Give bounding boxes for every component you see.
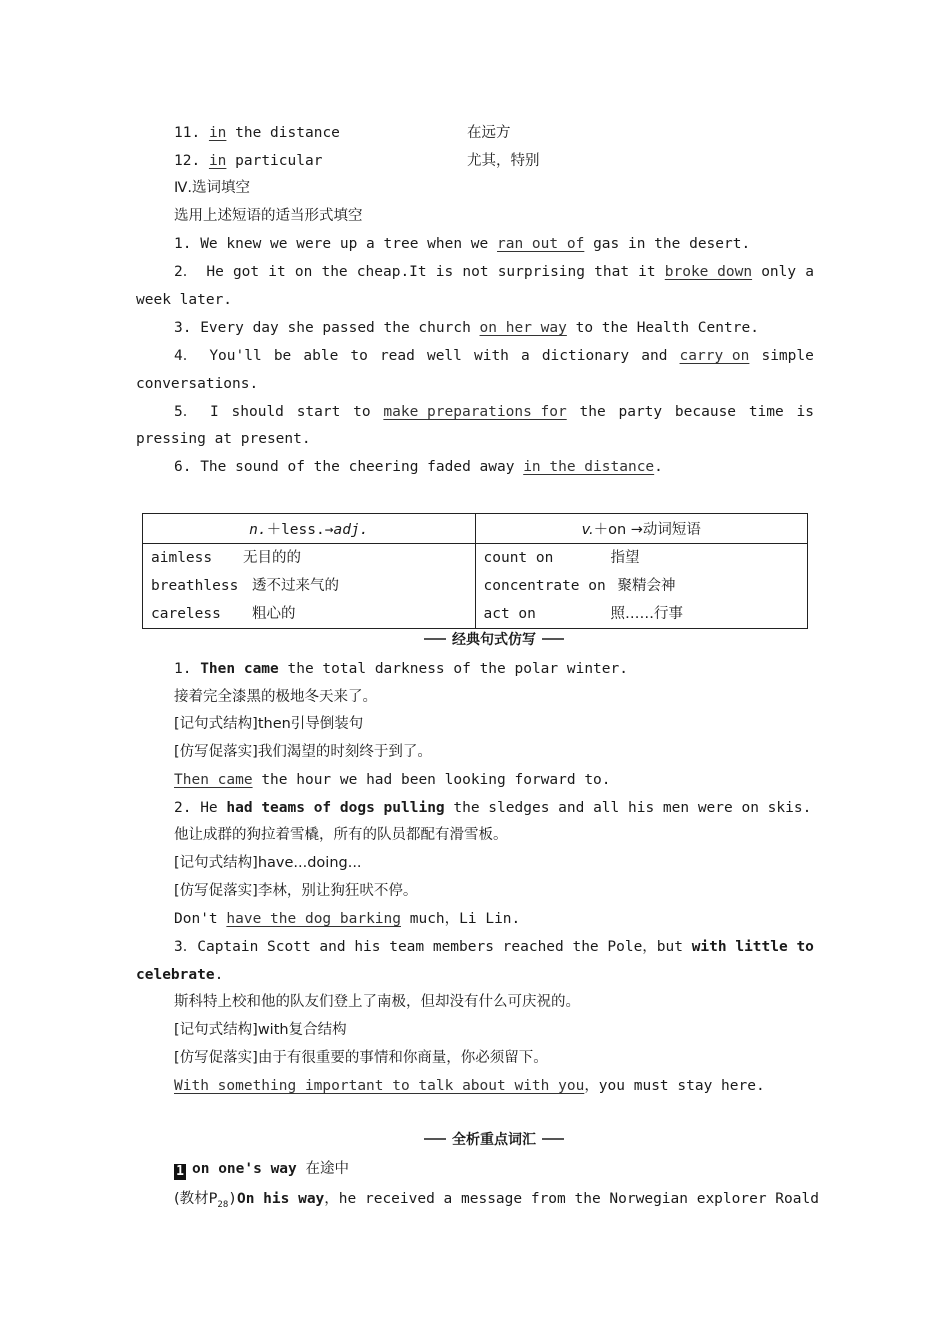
practice-answer: Don't have the dog barking much，Li Lin. bbox=[174, 911, 521, 927]
sentence-example: 1. Then came the total darkness of the polar winter. bbox=[174, 661, 628, 677]
sentence-structure: [记句式结构]then引导倒装句 bbox=[174, 716, 364, 732]
vocab-example: (教材$P_{28})On$ his way，he received a message from the Norwegian explorer Roald bbox=[174, 1191, 819, 1210]
fill-answer: ran out of bbox=[497, 236, 585, 252]
fill-answer: carry on bbox=[679, 348, 750, 364]
table-row: breathless 透不过来气的 bbox=[151, 578, 339, 594]
table-row: act on 照……行事 bbox=[483, 606, 683, 622]
word-formation-table bbox=[142, 513, 808, 629]
fill-question-4: 4． You'll be able to read well with a dictionary and carry on simple bbox=[174, 348, 814, 364]
fill-answer: in the distance bbox=[523, 459, 655, 475]
table-cell-left bbox=[143, 544, 476, 629]
sentence-example-cont: celebrate. bbox=[136, 967, 224, 983]
practice-prompt: [仿写促落实]由于有很重要的事情和你商量，你必须留下。 bbox=[174, 1050, 548, 1066]
phrase-meaning: 尤其，特别 bbox=[467, 153, 540, 169]
fill-question-1: 1. We knew we were up a tree when we ran out of gas in the desert. bbox=[174, 236, 751, 252]
section-title: Ⅳ.选词填空 bbox=[174, 180, 250, 196]
fill-answer: on her way bbox=[479, 320, 567, 336]
table-header-left: n.＋less.→adj. bbox=[143, 514, 476, 544]
practice-prompt: [仿写促落实]我们渴望的时刻终于到了。 bbox=[174, 744, 432, 760]
fill-answer: make preparations for bbox=[383, 404, 567, 420]
section-instruction: 选用上述短语的适当形式填空 bbox=[174, 208, 363, 224]
phrase-item: 12. in particular bbox=[174, 153, 323, 169]
section-banner: 全析重点词汇 bbox=[424, 1129, 564, 1149]
fill-question-4-cont: conversations. bbox=[136, 376, 259, 392]
vocab-item: 1 on one's way 在途中 bbox=[174, 1159, 349, 1180]
phrase-answer: in bbox=[208, 153, 227, 169]
phrase-answer: in bbox=[208, 125, 227, 141]
practice-answer: With something important to talk about with you，you must stay here. bbox=[174, 1078, 765, 1094]
phrase-item: 11. in the distance bbox=[174, 125, 340, 141]
sentence-example: 2. He had teams of dogs pulling the sledges and all his men were on skis. bbox=[174, 800, 812, 816]
table-row: careless 粗心的 bbox=[151, 606, 296, 622]
fill-question-5: 5． I should start to make preparations for the party because time is bbox=[174, 404, 814, 420]
fill-answer: broke down bbox=[664, 264, 753, 280]
table-row: aimless 无目的的 bbox=[151, 550, 301, 566]
sentence-translation: 他让成群的狗拉着雪橇，所有的队员都配有滑雪板。 bbox=[174, 827, 508, 843]
sentence-structure: [记句式结构]have...doing... bbox=[174, 855, 362, 871]
table-header-right: v.＋on →动词短语 bbox=[475, 514, 808, 544]
practice-prompt: [仿写促落实]李林，别让狗狂吠不停。 bbox=[174, 883, 418, 899]
fill-question-2: 2． He got it on the cheap.It is not surprising that it broke down only a bbox=[174, 264, 814, 280]
phrase-meaning: 在远方 bbox=[467, 125, 511, 141]
vocab-number-badge: 1 bbox=[174, 1164, 186, 1180]
table-row: count on 指望 bbox=[483, 550, 640, 566]
fill-question-6: 6. The sound of the cheering faded away in the distance. bbox=[174, 459, 663, 475]
sentence-structure: [记句式结构]with复合结构 bbox=[174, 1022, 347, 1038]
sentence-example: 3．Captain Scott and his team members reached the Pole，but with little to bbox=[174, 939, 814, 955]
section-banner: 经典句式仿写 bbox=[424, 629, 564, 649]
fill-question-2-cont: week later. bbox=[136, 292, 233, 308]
table-cell-right bbox=[475, 544, 808, 629]
sentence-translation: 斯科特上校和他的队友们登上了南极，但却没有什么可庆祝的。 bbox=[174, 994, 580, 1010]
fill-question-5-cont: pressing at present. bbox=[136, 431, 311, 447]
fill-question-3: 3. Every day she passed the church on her way to the Health Centre. bbox=[174, 320, 759, 336]
practice-answer: Then came the hour we had been looking forward to. bbox=[174, 772, 611, 788]
sentence-translation: 接着完全漆黑的极地冬天来了。 bbox=[174, 689, 377, 705]
table-row: concentrate on 聚精会神 bbox=[483, 578, 676, 594]
